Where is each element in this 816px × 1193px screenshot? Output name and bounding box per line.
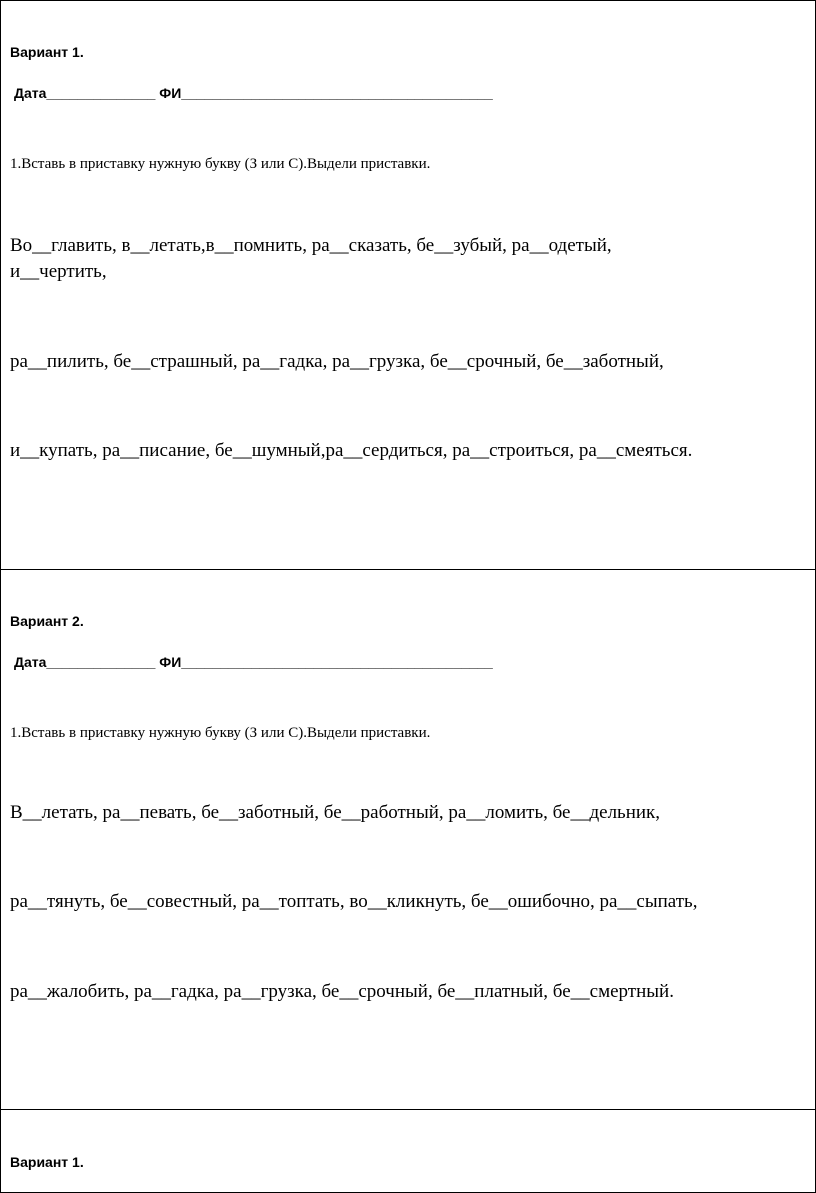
section-divider-2 (1, 1109, 815, 1110)
variant-2-words-line-3: ра__жалобить, ра__гадка, ра__грузка, бе__срочный, бе__платный, бе__смертный. (10, 981, 674, 1002)
variant-1-task: 1.Вставь в приставку нужную букву (З или С).Выдели приставки. (10, 156, 431, 172)
variant-2-date-name-line: Дата______________ ФИ________________________________________ (14, 654, 493, 670)
section-divider-1 (1, 569, 815, 570)
variant-1-words-line-1: Во__главить, в__летать,в__помнить, ра__сказать, бе__зубый, ра__одетый, (10, 235, 612, 256)
variant-3-title: Вариант 1. (10, 1154, 84, 1170)
variant-2-words-line-2: ра__тянуть, бе__совестный, ра__топтать, во__кликнуть, бе__ошибочно, ра__сыпать, (10, 891, 698, 912)
variant-2-words-line-1: В__летать, ра__певать, бе__заботный, бе__работный, ра__ломить, бе__дельник, (10, 802, 661, 823)
variant-1-title: Вариант 1. (10, 44, 84, 60)
variant-1-date-name-line: Дата______________ ФИ________________________________________ (14, 85, 493, 101)
variant-2-task: 1.Вставь в приставку нужную букву (З или С).Выдели приставки. (10, 725, 431, 741)
variant-1-words-line-3: ра__пилить, бе__страшный, ра__гадка, ра__грузка, бе__срочный, бе__заботный, (10, 351, 664, 372)
variant-2-title: Вариант 2. (10, 613, 84, 629)
variant-1-words-line-4: и__купать, ра__писание, бе__шумный,ра__сердиться, ра__строиться, ра__смеяться. (10, 440, 693, 461)
variant-1-words-line-2: и__чертить, (10, 261, 107, 282)
